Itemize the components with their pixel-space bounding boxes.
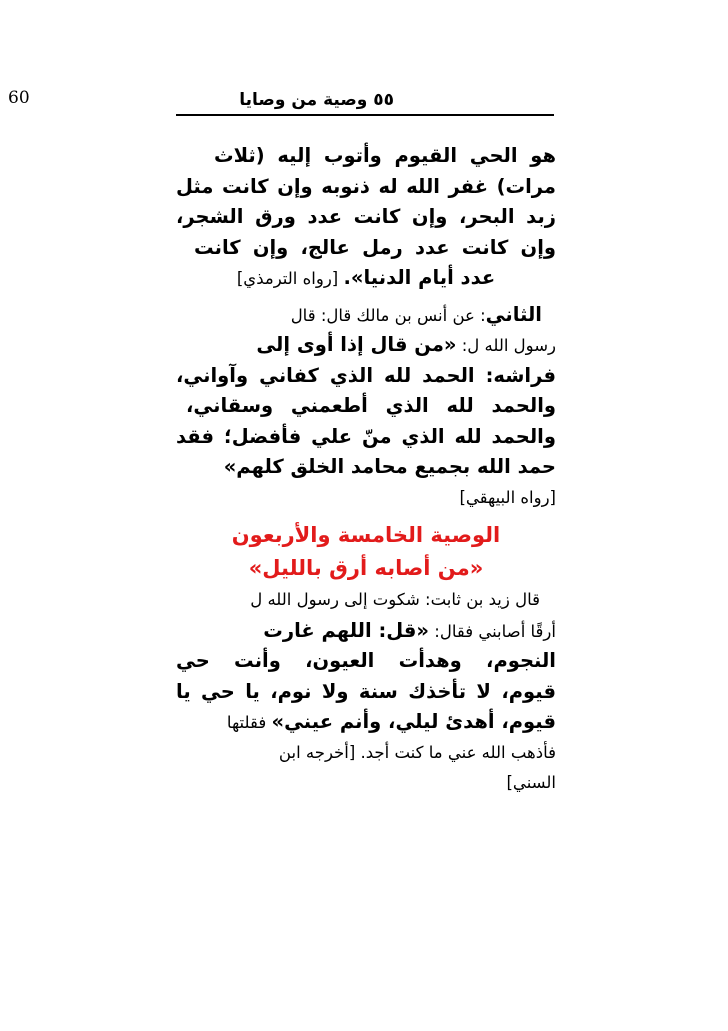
citation: [رواه الترمذي] — [236, 269, 344, 288]
text-line: فراشه: الحمد لله الذي كفاني وآواني، — [176, 363, 556, 387]
text-line: قيوم، لا تأخذك سنة ولا نوم، يا حي يا — [176, 679, 556, 703]
text-line: حمد الله بجميع محامد الخلق كلهم» — [223, 455, 556, 478]
page-body — [176, 141, 556, 799]
narrator-text: : عن أنس بن مالك قال: قال — [290, 305, 486, 325]
hadith-end: عدد أيام الدنيا». — [343, 266, 496, 289]
text-line — [176, 263, 556, 294]
text-line: هو الحي القيوم وأتوب إليه (ثلاث — [214, 144, 556, 167]
text-line: زبد البحر، وإن كانت عدد ورق الشجر، — [176, 205, 556, 228]
text-line — [176, 300, 556, 331]
citation: [رواه البيهقي] — [459, 487, 556, 507]
text-line — [176, 616, 556, 647]
text-line: قال زيد بن ثابت: شكوت إلى رسول الله ل — [250, 590, 540, 609]
text-line: والحمد لله الذي أطعمني وسقاني، — [186, 394, 556, 417]
text-line — [176, 707, 556, 738]
running-header-title: ٥٥ وصية من وصايا — [239, 90, 394, 110]
text-line: مرات) غفر الله له ذنوبه وإن كانت مثل — [176, 174, 556, 198]
hadith-text: «قل: اللهم غارت — [263, 618, 430, 642]
text-line: وإن كانت عدد رمل عالج، وإن كانت — [194, 235, 556, 259]
running-header — [176, 88, 554, 116]
narrator-text: رسول الله ل: — [456, 336, 556, 355]
text-line: والحمد لله الذي منّ علي فأفضل؛ فقد — [176, 424, 556, 448]
section-heading: الوصية الخامسة والأربعون — [231, 523, 501, 547]
citation: السني] — [506, 773, 556, 792]
narrator-text: فقلتها — [226, 713, 272, 732]
text-line — [176, 330, 556, 361]
hadith-text: قيوم، أهدئ ليلي، وأنم عيني» — [271, 710, 556, 733]
text-line: فأذهب الله عني ما كنت أجد. [أخرجه ابن — [278, 742, 556, 762]
page-number: 60 — [8, 88, 30, 108]
narrator-text: أرقًا أصابني فقال: — [429, 621, 556, 641]
ordinal-label: الثاني — [485, 302, 542, 326]
text-line: النجوم، وهدأت العيون، وأنت حي — [176, 649, 556, 672]
hadith-text: «من قال إذا أوى إلى — [256, 333, 457, 356]
section-subheading: «من أصابه أرق بالليل» — [248, 556, 484, 580]
